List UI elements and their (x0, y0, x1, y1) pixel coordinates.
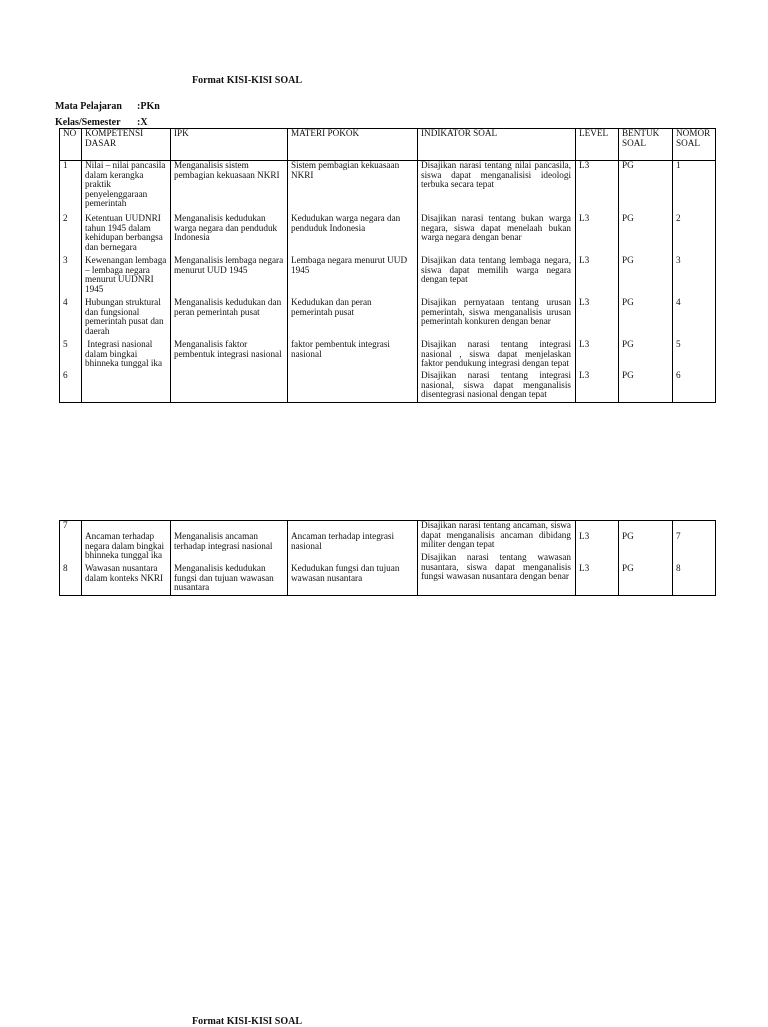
kisi-kisi-table (59, 128, 716, 403)
row3-kd: Kewenangan lembaga – lembaga negara menurut UUDNRI 1945 (85, 256, 167, 294)
header-ipk: IPK (174, 129, 189, 138)
class-value: :X (137, 117, 148, 128)
row3-materi: Lembaga negara menurut UUD 1945 (291, 256, 408, 275)
row2-ipk: Menganalisis kedudukan warga negara dan penduduk Indonesia (174, 214, 278, 243)
header-materi-pokok: MATERI POKOK (291, 129, 360, 138)
row7-nomor: 7 (676, 532, 681, 541)
row8-nomor: 8 (676, 564, 681, 573)
row6-bentuk: PG (622, 371, 634, 380)
row4-no: 4 (63, 298, 68, 307)
header-no: NO (63, 129, 77, 138)
header-indikator-soal: INDIKATOR SOAL (421, 129, 498, 138)
row4-level: L3 (579, 298, 590, 307)
row1-kd: Nilai – nilai pancasila dalam kerangka praktik penyelenggaraan pemerintah (85, 161, 166, 209)
row7-level: L3 (579, 532, 590, 541)
row5-indikator: Disajikan narasi tentang integrasi nasional , siswa dapat menjelaskan faktor pendukung integrasi dengan tepat (421, 340, 571, 369)
row1-bentuk: PG (622, 161, 634, 170)
row2-level: L3 (579, 214, 590, 223)
row3-ipk: Menganalisis lembaga negara menurut UUD 1945 (174, 256, 284, 275)
row3-bentuk: PG (622, 256, 634, 265)
subject-label: Mata Pelajaran (55, 101, 122, 112)
row8-no: 8 (63, 564, 68, 573)
row3-no: 3 (63, 256, 68, 265)
row4-bentuk: PG (622, 298, 634, 307)
header-kompetensi-dasar: KOMPETENSI DASAR (85, 129, 144, 148)
row7-kd: Ancaman terhadap negara dalam bingkai bhinneka tunggal ika (85, 532, 165, 561)
row1-indikator: Disajikan narasi tentang nilai pancasila, siswa dapat menganalisisi ideologi terbuka secara tepat (421, 161, 571, 190)
row7-materi: Ancaman terhadap integrasi nasional (291, 532, 395, 551)
row2-nomor: 2 (676, 214, 681, 223)
row8-ipk: Menganalisis kedudukan fungsi dan tujuan wawasan nusantara (174, 564, 274, 593)
row6-level: L3 (579, 371, 590, 380)
header-bentuk-soal: BENTUK SOAL (622, 129, 660, 148)
row4-nomor: 4 (676, 298, 681, 307)
row4-indikator: Disajikan pernyataan tentang urusan pemerintah, siswa menganalisis urusan pemerintah konkuren dengan benar (421, 298, 571, 327)
row4-ipk: Menganalisis kedudukan dan peran pemerintah pusat (174, 298, 282, 317)
row1-materi: Sistem pembagian kekuasaan NKRI (291, 161, 400, 180)
row2-kd: Ketentuan UUDNRI tahun 1945 dalam kehidupan berbangsa dan bernegara (85, 214, 163, 252)
row5-kd: Integrasi nasional dalam bingkai bhinneka tunggal ika (85, 340, 163, 369)
row3-nomor: 3 (676, 256, 681, 265)
class-label: Kelas/Semester (55, 117, 121, 128)
row5-materi: faktor pembentuk integrasi nasional (291, 340, 390, 359)
row7-ipk: Menganalisis ancaman terhadap integrasi nasional (174, 532, 273, 551)
row3-level: L3 (579, 256, 590, 265)
row7-bentuk: PG (622, 532, 634, 541)
row2-no: 2 (63, 214, 68, 223)
row7-no: 7 (63, 521, 68, 530)
kisi-kisi-table-continued (59, 520, 716, 596)
page-title: Format KISI-KISI SOAL (192, 75, 303, 86)
row1-nomor: 1 (676, 161, 681, 170)
row5-bentuk: PG (622, 340, 634, 349)
row1-level: L3 (579, 161, 590, 170)
row8-materi: Kedudukan fungsi dan tujuan wawasan nusantara (291, 564, 400, 583)
row2-materi: Kedudukan warga negara dan penduduk Indonesia (291, 214, 401, 233)
next-page-title: Format KISI-KISI SOAL (192, 1016, 303, 1027)
subject-field (55, 101, 160, 112)
row8-indikator: Disajikan narasi tentang wawasan nusantara, siswa dapat menganalisis fungsi wawasan nusantara dengan benar (421, 553, 571, 582)
class-field (55, 117, 148, 128)
row6-no: 6 (63, 371, 68, 380)
header-nomor-soal: NOMOR SOAL (676, 129, 711, 148)
row3-indikator: Disajikan data tentang lembaga negara, siswa dapat memilih warga negara dengan tepat (421, 256, 571, 285)
row8-level: L3 (579, 564, 590, 573)
row6-indikator: Disajikan narasi tentang integrasi nasional, siswa dapat menganalisis disentegrasi nasional dengan tepat (421, 371, 571, 400)
row4-kd: Hubungan struktural dan fungsional pemerintah pusat dan daerah (85, 298, 164, 336)
row5-ipk: Menganalisis faktor pembentuk integrasi nasional (174, 340, 282, 359)
row2-bentuk: PG (622, 214, 634, 223)
row8-kd: Wawasan nusantara dalam konteks NKRI (85, 564, 164, 583)
row1-ipk: Menganalisis sistem pembagian kekuasaan NKRI (174, 161, 280, 180)
row5-nomor: 5 (676, 340, 681, 349)
row8-bentuk: PG (622, 564, 634, 573)
row5-no: 5 (63, 340, 68, 349)
row2-indikator: Disajikan narasi tentang bukan warga negara, siswa dapat menelaah bukan warga negara dengan benar (421, 214, 571, 243)
row6-nomor: 6 (676, 371, 681, 380)
subject-value: :PKn (137, 101, 160, 112)
row1-no: 1 (63, 161, 68, 170)
row4-materi: Kedudukan dan peran pemerintah pusat (291, 298, 372, 317)
row5-level: L3 (579, 340, 590, 349)
row7-indikator: Disajikan narasi tentang ancaman, siswa dapat menganalisis ancaman dibidang militer dengan tepat (421, 521, 571, 550)
header-level: LEVEL (579, 129, 609, 138)
